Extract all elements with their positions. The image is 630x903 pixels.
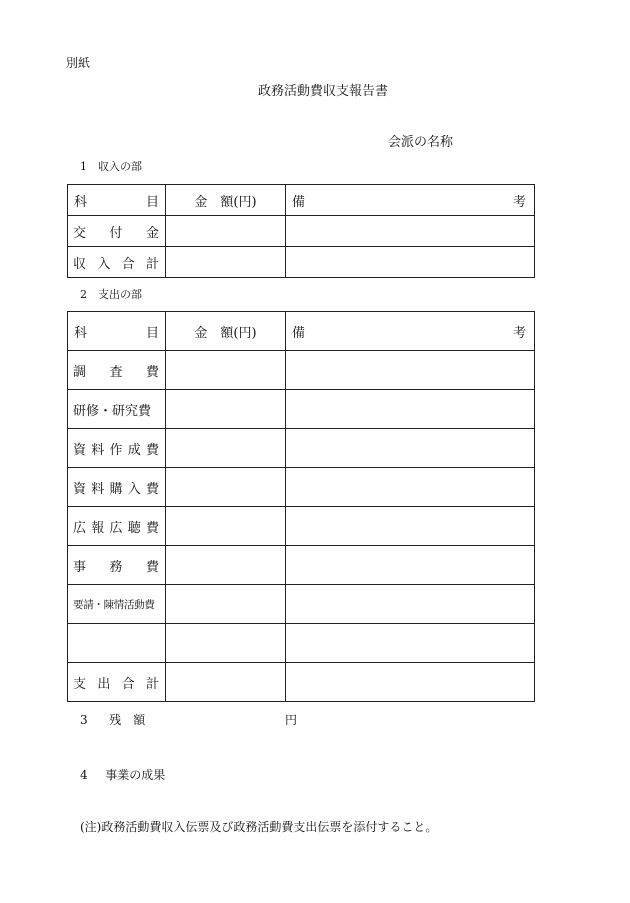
remarks-cell[interactable] [286,507,535,546]
remarks-cell[interactable] [286,663,535,702]
remarks-cell[interactable] [286,429,535,468]
row-label [68,429,166,468]
row-label-text [68,222,165,241]
header-remarks [286,312,535,351]
results-number: 4 [80,768,88,782]
expense-header-row [68,312,535,351]
label-char: 費 [145,442,159,458]
table-row [68,468,535,507]
label-char: 費 [145,364,159,380]
row-label-text: 研修・研究費 [73,403,152,419]
table-row [68,585,535,624]
amount-cell[interactable] [166,546,286,585]
header-item [68,185,166,216]
header-kou: 考 [512,325,526,341]
row-label [68,390,166,429]
row-label [68,546,166,585]
label-char: 交 [73,225,87,241]
amount-cell[interactable] [166,507,286,546]
table-row [68,546,535,585]
label-char: 成 [127,442,141,458]
label-char: 合 [121,256,135,272]
row-label-text [68,478,165,497]
label-char: 費 [145,481,159,497]
header-item [68,312,166,351]
row-label [68,351,166,390]
label-char: 料 [91,442,105,458]
expense-table [67,311,535,702]
expense-section-heading: 2 支出の部 [80,288,142,301]
row-label[interactable] [68,624,166,663]
row-label [68,585,166,624]
amount-cell[interactable] [166,429,286,468]
label-char: 料 [91,481,105,497]
label-char: 作 [109,442,123,458]
header-amount: 金 額(円) [166,185,286,216]
balance-unit: 円 [285,713,298,727]
label-char: 付 [109,225,123,241]
amount-cell[interactable] [166,624,286,663]
row-label-text [68,253,165,272]
label-char: 費 [145,559,159,575]
label-char: 収 [73,256,87,272]
label-char: 聴 [127,520,141,536]
label-char: 広 [109,520,123,536]
income-table [67,184,535,278]
label-char: 資 [73,481,87,497]
row-label [68,216,166,247]
table-row [68,390,535,429]
row-label [68,468,166,507]
header-remarks [286,185,535,216]
table-row [68,216,535,247]
label-char: 査 [109,364,123,380]
label-char: 支 [73,676,87,692]
header-kou: 考 [512,194,526,210]
income-header-row [68,185,535,216]
amount-cell[interactable] [166,585,286,624]
faction-name-label: 会派の名称 [388,135,454,150]
balance-number: 3 [80,713,88,727]
row-label [68,247,166,278]
label-char: 合 [121,676,135,692]
label-char: 入 [127,481,141,497]
header-ka: 科 [74,325,88,341]
label-char: 購 [109,481,123,497]
header-ka: 科 [74,194,88,210]
row-label-text [68,517,165,536]
label-char: 出 [97,676,111,692]
table-row [68,351,535,390]
label-char: 務 [109,559,123,575]
remarks-cell[interactable] [286,624,535,663]
table-row [68,624,535,663]
label-char: 調 [73,364,87,380]
row-label-text [68,439,165,458]
label-char: 広 [73,520,87,536]
remarks-cell[interactable] [286,247,535,278]
label-char: 資 [73,442,87,458]
results-line [80,766,165,783]
remarks-cell[interactable] [286,351,535,390]
label-char: 金 [145,225,159,241]
income-section-heading: 1 収入の部 [80,160,142,173]
label-char: 計 [145,256,159,272]
attachment-note: (注)政務活動費収入伝票及び政務活動費支出伝票を添付すること。 [80,820,438,834]
row-label-text [68,556,165,575]
amount-cell[interactable] [166,468,286,507]
row-label-text [68,673,165,692]
amount-cell[interactable] [166,247,286,278]
table-row [68,663,535,702]
attachment-label: 別紙 [66,56,91,70]
remarks-cell[interactable] [286,468,535,507]
amount-cell[interactable] [166,351,286,390]
amount-cell[interactable] [166,663,286,702]
table-row [68,247,535,278]
label-char: 入 [97,256,111,272]
balance-line [80,711,145,728]
table-row [68,429,535,468]
results-label: 事業の成果 [105,768,166,782]
table-row [68,507,535,546]
amount-cell[interactable] [166,216,286,247]
row-label-text: 要請・陳情活動費 [73,598,155,611]
header-bi: 備 [292,194,306,210]
header-moku: 目 [145,194,159,210]
label-char: 計 [145,676,159,692]
row-label-text [68,361,165,380]
header-moku: 目 [145,325,159,341]
remarks-cell[interactable] [286,216,535,247]
label-char: 費 [145,520,159,536]
header-amount: 金 額(円) [166,312,286,351]
row-label [68,507,166,546]
header-bi: 備 [292,325,306,341]
page-title: 政務活動費収支報告書 [258,84,389,99]
row-label [68,663,166,702]
remarks-cell[interactable] [286,546,535,585]
label-char: 事 [73,559,87,575]
balance-label: 残 額 [109,713,146,727]
remarks-cell[interactable] [286,390,535,429]
amount-cell[interactable] [166,390,286,429]
remarks-cell[interactable] [286,585,535,624]
label-char: 報 [91,520,105,536]
